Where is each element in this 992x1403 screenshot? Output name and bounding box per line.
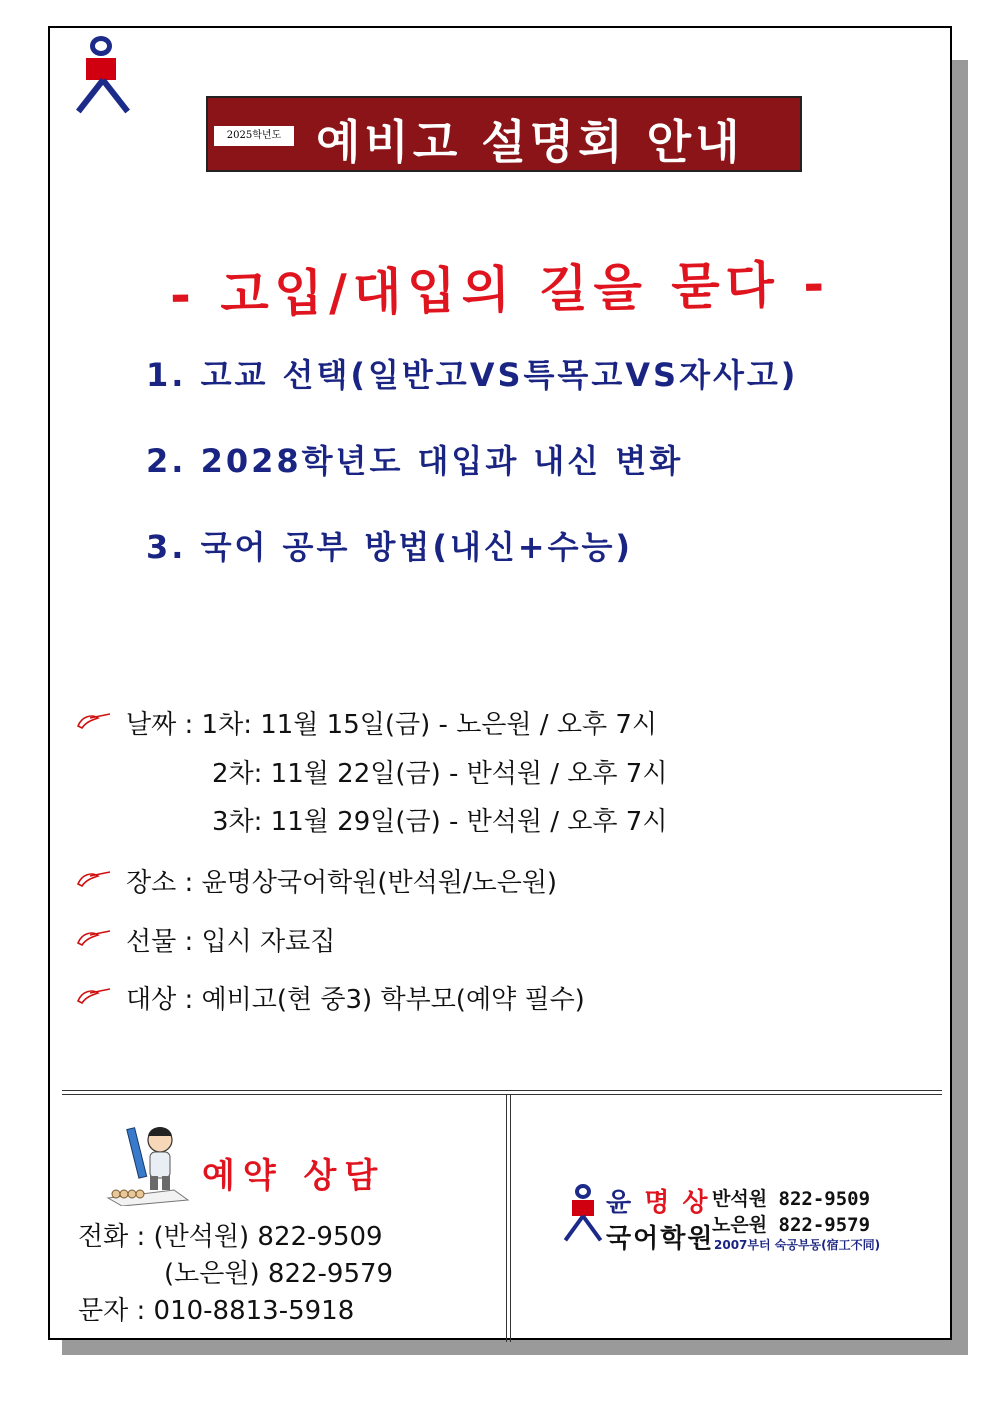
academy-name-char: 윤: [606, 1188, 634, 1218]
page-title: 예비고 설명회 안내: [316, 115, 744, 169]
reservation-title: 예약 상담: [202, 1156, 386, 1196]
academy-motto: 2007부터 숙공부동(宿工不同): [714, 1238, 881, 1252]
target-line: 대상 : 예비고(현 중3) 학부모(예약 필수): [126, 985, 585, 1015]
schedule-item-3: 3차: 11월 29일(금) - 반석원 / 오후 7시: [212, 807, 668, 837]
academy-name-line2: 국어학원: [606, 1224, 715, 1254]
pen-bullet-icon: [76, 868, 112, 888]
schedule-line-1: [126, 704, 657, 741]
sms-line: 문자 : 010-8813-5918: [78, 1296, 355, 1326]
pen-bullet-icon: [76, 985, 112, 1005]
topic-1: 1. 고교 선택(일반고VS특목고VS자사고): [146, 356, 799, 394]
schedule-label: 날짜 :: [126, 710, 202, 740]
academy-logo-small: [568, 1184, 598, 1248]
pencil-character-icon: [104, 1120, 194, 1206]
academy-name-char: 상: [682, 1188, 710, 1218]
academy-name-char: 명: [644, 1188, 672, 1218]
gift-line: 선물 : 입시 자료집: [126, 927, 336, 957]
branch-phone-1: 반석원 822-9509: [712, 1188, 871, 1210]
pen-bullet-icon: [76, 710, 112, 730]
phone-line-1: 전화 : (반석원) 822-9509: [78, 1222, 383, 1252]
flyer-page: [48, 26, 952, 1340]
subtitle: - 고입/대입의 길을 묻다 -: [169, 255, 831, 325]
topic-2: 2. 2028학년도 대입과 내신 변화: [146, 442, 684, 480]
branch-phone-2: 노은원 822-9579: [712, 1214, 871, 1236]
schedule-item-2: 2차: 11월 22일(금) - 반석원 / 오후 7시: [212, 759, 668, 789]
column-divider: [506, 1095, 511, 1342]
academy-name-line1: [606, 1182, 710, 1219]
topic-3: 3. 국어 공부 방법(내신+수능): [146, 528, 634, 566]
phone-line-2: (노은원) 822-9579: [164, 1259, 394, 1289]
year-tag: 2025학년도: [214, 126, 294, 146]
section-divider: [62, 1090, 942, 1095]
academy-logo: [80, 36, 124, 120]
place-line: 장소 : 윤명상국어학원(반석원/노은원): [126, 868, 558, 898]
title-banner: [206, 96, 802, 172]
schedule-item-1: 1차: 11월 15일(금) - 노은원 / 오후 7시: [201, 710, 657, 740]
pen-bullet-icon: [76, 927, 112, 947]
